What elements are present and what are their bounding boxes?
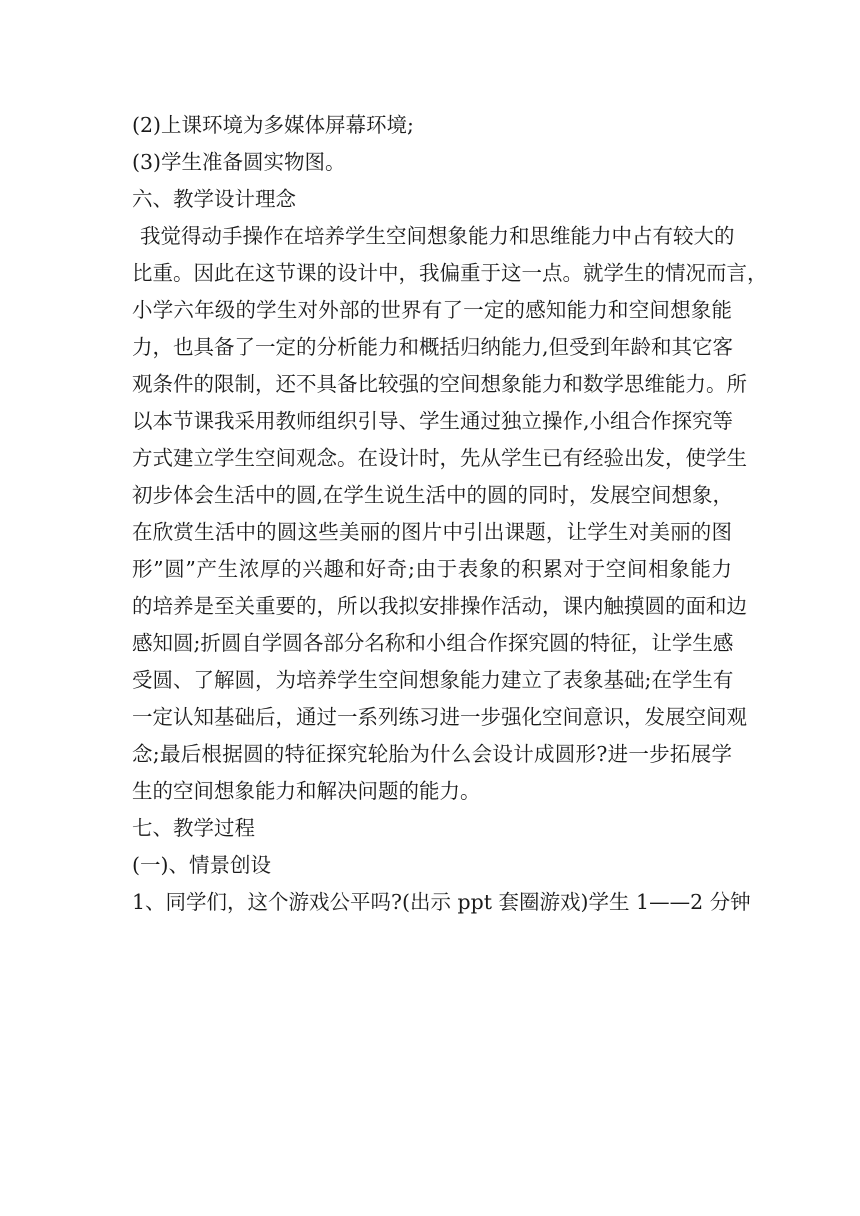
paragraph-line: 初步体会生活中的圆,在学生说生活中的圆的同时，发展空间想象， [132, 483, 734, 507]
paragraph-line: 比重。因此在这节课的设计中，我偏重于这一点。就学生的情况而言， [132, 261, 768, 285]
paragraph-line: 我觉得动手操作在培养学生空间想象能力和思维能力中占有较大的 [140, 224, 735, 248]
paragraph-line: 的培养是至关重要的，所以我拟安排操作活动，课内触摸圆的面和边 [132, 594, 747, 618]
subsection-heading-scenario: (一)、情景创设 [132, 853, 271, 877]
paragraph-line: 力，也具备了一定的分析能力和概括归纳能力,但受到年龄和其它客 [132, 335, 734, 359]
paragraph-line: 一定认知基础后，通过一系列练习进一步强化空间意识，发展空间观 [132, 705, 747, 729]
paragraph-line: 小学六年级的学生对外部的世界有了一定的感知能力和空间想象能 [132, 298, 732, 322]
document-body [132, 107, 768, 921]
paragraph-line: 以本节课我采用教师组织引导、学生通过独立操作,小组合作探究等 [132, 409, 734, 433]
paragraph-line: 受圆、了解圆，为培养学生空间想象能力建立了表象基础;在学生有 [132, 668, 734, 692]
list-item-student-preparation: (3)学生准备圆实物图。 [132, 150, 346, 174]
list-item-game-question: 1、同学们，这个游戏公平吗?(出示 ppt 套圈游戏)学生 1——2 分钟 [132, 890, 751, 914]
paragraph-line: 观条件的限制，还不具备比较强的空间想象能力和数学思维能力。所 [132, 372, 747, 396]
paragraph-line: 念;最后根据圆的特征探究轮胎为什么会设计成圆形?进一步拓展学 [132, 742, 732, 766]
section-heading-design-concept: 六、教学设计理念 [132, 187, 296, 211]
paragraph-line: 方式建立学生空间观念。在设计时，先从学生已有经验出发，使学生 [132, 446, 747, 470]
paragraph-line: 感知圆;折圆自学圆各部分名称和小组合作探究圆的特征，让学生感 [132, 631, 734, 655]
paragraph-line: 形”圆”产生浓厚的兴趣和好奇;由于表象的积累对于空间相象能力 [132, 557, 732, 581]
paragraph-line: 在欣赏生活中的圆这些美丽的图片中引出课题，让学生对美丽的图 [132, 520, 732, 544]
paragraph-line-last: 生的空间想象能力和解决问题的能力。 [132, 779, 481, 803]
list-item-classroom-environment: (2)上课环境为多媒体屏幕环境; [132, 113, 414, 137]
section-heading-teaching-process: 七、教学过程 [132, 816, 255, 840]
